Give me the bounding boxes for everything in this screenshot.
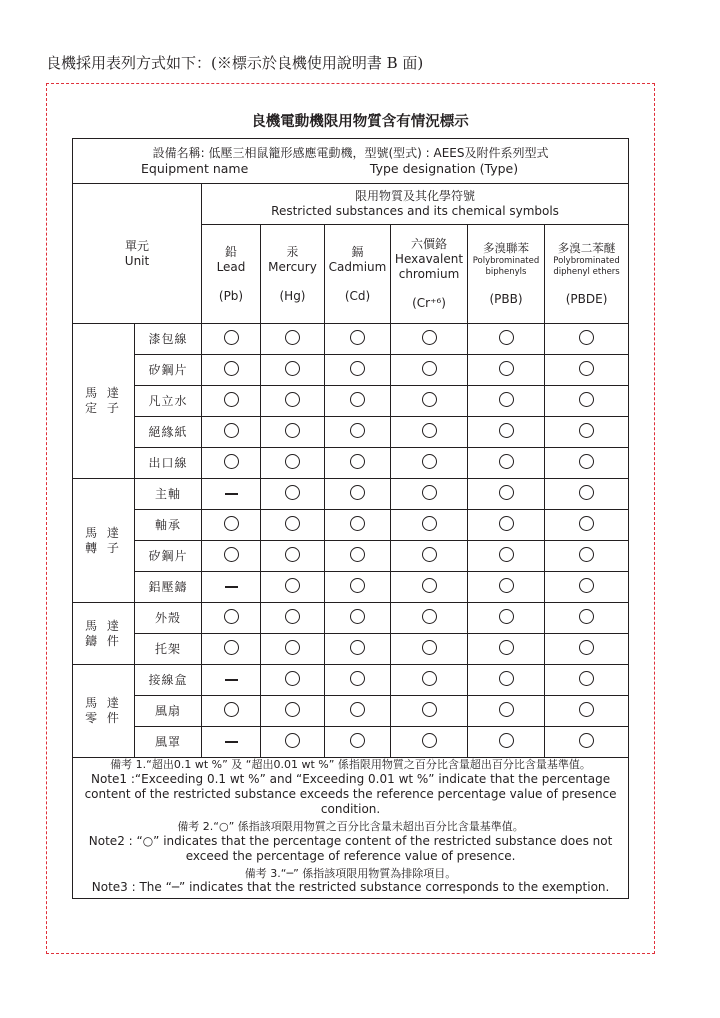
mark-cell — [261, 510, 325, 541]
circle-mark — [285, 392, 300, 407]
circle-mark — [499, 330, 514, 345]
circle-mark — [224, 516, 239, 531]
part-name: 鋁壓鑄 — [135, 572, 202, 603]
circle-mark — [422, 578, 437, 593]
circle-mark — [224, 547, 239, 562]
dash-mark — [225, 493, 238, 495]
circle-mark — [499, 578, 514, 593]
substance-cn: 多溴二苯醚 — [557, 241, 616, 256]
circle-mark — [285, 733, 300, 748]
restricted-header — [202, 184, 629, 225]
substance-symbol: (PBB) — [489, 291, 523, 306]
group-label — [73, 603, 135, 665]
group-label-line: 轉 子 — [85, 540, 122, 555]
circle-mark — [579, 361, 594, 376]
circle-mark — [499, 640, 514, 655]
circle-mark — [224, 640, 239, 655]
mark-cell — [391, 324, 468, 355]
substance-symbol: (Cr⁺⁶) — [412, 296, 446, 310]
mark-cell — [261, 541, 325, 572]
mark-cell — [261, 386, 325, 417]
circle-mark — [350, 671, 365, 686]
circle-mark — [285, 609, 300, 624]
table-row — [73, 727, 629, 758]
mark-cell — [468, 572, 545, 603]
mark-cell — [325, 355, 391, 386]
circle-mark — [422, 330, 437, 345]
substance-header — [545, 225, 629, 324]
part-name: 托架 — [135, 634, 202, 665]
mark-cell — [391, 417, 468, 448]
part-name: 出口線 — [135, 448, 202, 479]
mark-cell — [391, 448, 468, 479]
table-row — [73, 355, 629, 386]
mark-cell — [202, 448, 261, 479]
mark-cell — [261, 572, 325, 603]
table-row — [73, 324, 629, 355]
mark-cell — [325, 510, 391, 541]
circle-mark — [499, 547, 514, 562]
type-designation-en: Type designation (Type) — [369, 160, 519, 176]
circle-mark — [224, 702, 239, 717]
mark-cell — [325, 727, 391, 758]
circle-mark — [422, 361, 437, 376]
circle-mark — [422, 516, 437, 531]
mark-cell — [202, 634, 261, 665]
circle-mark — [350, 733, 365, 748]
note-en: Note3 : The “─” indicates that the restricted substance corresponds to the exemption. — [91, 880, 610, 895]
substance-cn: 鎘 — [351, 244, 364, 259]
mark-cell — [468, 324, 545, 355]
mark-cell — [468, 448, 545, 479]
mark-cell — [261, 324, 325, 355]
circle-mark — [285, 361, 300, 376]
circle-mark — [224, 423, 239, 438]
mark-cell — [325, 603, 391, 634]
mark-cell — [468, 510, 545, 541]
circle-mark — [499, 733, 514, 748]
mark-cell — [391, 541, 468, 572]
group-label-line: 馬 達 — [85, 696, 122, 710]
part-name: 矽鋼片 — [135, 355, 202, 386]
circle-mark — [499, 702, 514, 717]
circle-mark — [422, 423, 437, 438]
mark-cell — [391, 603, 468, 634]
mark-cell — [468, 386, 545, 417]
mark-cell — [261, 448, 325, 479]
table-row — [73, 386, 629, 417]
substance-en: Polybrominated biphenyls — [472, 255, 540, 277]
mark-cell — [325, 541, 391, 572]
substance-cn: 多溴聯苯 — [483, 241, 529, 256]
rohs-table — [72, 138, 629, 899]
group-label-line: 定 子 — [85, 401, 122, 415]
group-label-line: 馬 達 — [85, 618, 122, 633]
circle-mark — [350, 454, 365, 469]
equipment-cell — [73, 139, 629, 184]
table-row — [73, 665, 629, 696]
circle-mark — [224, 392, 239, 407]
part-name: 絕緣紙 — [135, 417, 202, 448]
group-label-line: 鑄 件 — [85, 633, 122, 648]
mark-cell — [202, 541, 261, 572]
substance-header — [261, 225, 325, 324]
dash-mark — [225, 679, 238, 681]
note-en: Note2 : “○” indicates that the percentage content of the restricted substance does not exceed the percentage of reference value of presence. — [88, 833, 613, 863]
circle-mark — [499, 454, 514, 469]
substance-header — [391, 225, 468, 324]
note-cn: 備考 1.“超出0.1 wt %” 及 “超出0.01 wt %” 係指限用物質之百分比含量超出百分比含量基準值。 — [110, 758, 591, 771]
mark-cell — [325, 324, 391, 355]
mark-cell — [545, 324, 629, 355]
mark-cell — [468, 417, 545, 448]
mark-cell — [391, 572, 468, 603]
circle-mark — [285, 547, 300, 562]
substance-en: Cadmium — [328, 259, 387, 274]
circle-mark — [579, 702, 594, 717]
mark-cell — [468, 696, 545, 727]
circle-mark — [422, 547, 437, 562]
group-label — [73, 665, 135, 758]
substance-symbol: (PBDE) — [565, 291, 608, 306]
table-row — [73, 572, 629, 603]
substance-en: Lead — [216, 259, 246, 274]
note-cn: 備考 2.“○” 係指該項限用物質之百分比含量未超出百分比含量基準值。 — [177, 819, 524, 833]
mark-cell — [545, 479, 629, 510]
equipment-name-cn: 設備名稱: 低壓三相鼠籠形感應電動機，型號(型式) : AEES及附件系列型式 — [152, 145, 549, 160]
dash-mark — [225, 586, 238, 588]
circle-mark — [350, 330, 365, 345]
part-name: 軸承 — [135, 510, 202, 541]
group-label-line: 零 件 — [85, 711, 122, 725]
note-cn: 備考 3.“─” 係指該項限用物質為排除項目。 — [244, 866, 457, 880]
circle-mark — [285, 578, 300, 593]
mark-cell — [202, 355, 261, 386]
circle-mark — [422, 733, 437, 748]
substance-cn: 六價鉻 — [410, 237, 447, 251]
mark-cell — [545, 448, 629, 479]
mark-cell — [261, 417, 325, 448]
mark-cell — [391, 510, 468, 541]
circle-mark — [579, 423, 594, 438]
circle-mark — [350, 578, 365, 593]
substance-cn: 鉛 — [224, 244, 237, 259]
unit-en: Unit — [124, 253, 150, 268]
table-title: 良機電動機限用物質含有情況標示 — [251, 114, 469, 130]
mark-cell — [391, 696, 468, 727]
table-row — [73, 479, 629, 510]
mark-cell — [261, 696, 325, 727]
circle-mark — [422, 609, 437, 624]
part-name: 接線盒 — [135, 665, 202, 696]
mark-cell — [468, 727, 545, 758]
mark-cell — [261, 727, 325, 758]
circle-mark — [285, 702, 300, 717]
substance-cn: 汞 — [286, 244, 299, 259]
mark-cell — [468, 479, 545, 510]
note-en: Note1 :“Exceeding 0.1 wt %” and “Exceeding 0.01 wt %” indicate that the percentage content of the restricted substance exceeds the reference percentage value of presence condition. — [84, 771, 617, 816]
circle-mark — [579, 733, 594, 748]
circle-mark — [422, 485, 437, 500]
mark-cell — [545, 355, 629, 386]
substance-en: Hexavalent chromium — [394, 252, 464, 281]
part-name: 風罩 — [135, 727, 202, 758]
group-label — [73, 479, 135, 603]
circle-mark — [285, 423, 300, 438]
table-row — [73, 603, 629, 634]
mark-cell — [261, 355, 325, 386]
mark-cell — [545, 541, 629, 572]
mark-cell — [261, 665, 325, 696]
substance-header — [468, 225, 545, 324]
group-label — [73, 324, 135, 479]
part-name: 凡立水 — [135, 386, 202, 417]
mark-cell — [545, 727, 629, 758]
mark-cell — [468, 355, 545, 386]
intro-text: 良機採用表列方式如下：(※標示於良機使用說明書 B 面) — [46, 54, 424, 72]
notes-cell — [73, 758, 629, 899]
circle-mark — [579, 578, 594, 593]
circle-mark — [350, 423, 365, 438]
equipment-name-en: Equipment name — [141, 160, 249, 176]
mark-cell — [545, 572, 629, 603]
table-row — [73, 696, 629, 727]
mark-cell — [202, 417, 261, 448]
restricted-en: Restricted substances and its chemical symbols — [271, 204, 559, 218]
table-row — [73, 541, 629, 572]
table-row — [73, 510, 629, 541]
part-name: 漆包線 — [135, 324, 202, 355]
mark-cell — [468, 603, 545, 634]
circle-mark — [499, 423, 514, 438]
table-row — [73, 417, 629, 448]
circle-mark — [579, 454, 594, 469]
group-label-line: 馬 達 — [85, 386, 122, 400]
circle-mark — [350, 361, 365, 376]
circle-mark — [579, 516, 594, 531]
mark-cell — [261, 603, 325, 634]
mark-cell — [202, 696, 261, 727]
mark-cell — [391, 479, 468, 510]
circle-mark — [579, 485, 594, 500]
mark-cell — [468, 541, 545, 572]
table-row — [73, 634, 629, 665]
circle-mark — [224, 361, 239, 376]
mark-cell — [202, 665, 261, 696]
mark-cell — [545, 634, 629, 665]
circle-mark — [285, 454, 300, 469]
mark-cell — [391, 634, 468, 665]
circle-mark — [422, 454, 437, 469]
mark-cell — [391, 665, 468, 696]
substance-header — [202, 225, 261, 324]
mark-cell — [202, 727, 261, 758]
circle-mark — [224, 609, 239, 624]
circle-mark — [350, 702, 365, 717]
substance-symbol: (Hg) — [279, 288, 306, 303]
circle-mark — [579, 547, 594, 562]
mark-cell — [468, 634, 545, 665]
table-row — [73, 448, 629, 479]
substance-symbol: (Pb) — [218, 288, 244, 303]
circle-mark — [422, 702, 437, 717]
mark-cell — [325, 386, 391, 417]
mark-cell — [202, 479, 261, 510]
circle-mark — [579, 392, 594, 407]
mark-cell — [545, 386, 629, 417]
circle-mark — [350, 640, 365, 655]
circle-mark — [579, 640, 594, 655]
circle-mark — [224, 454, 239, 469]
mark-cell — [545, 603, 629, 634]
circle-mark — [285, 485, 300, 500]
circle-mark — [499, 392, 514, 407]
substance-en: Mercury — [268, 259, 317, 274]
circle-mark — [499, 609, 514, 624]
circle-mark — [285, 516, 300, 531]
circle-mark — [285, 671, 300, 686]
circle-mark — [499, 516, 514, 531]
circle-mark — [579, 330, 594, 345]
substance-header — [325, 225, 391, 324]
circle-mark — [499, 671, 514, 686]
circle-mark — [422, 671, 437, 686]
circle-mark — [285, 640, 300, 655]
mark-cell — [545, 417, 629, 448]
circle-mark — [579, 671, 594, 686]
mark-cell — [325, 417, 391, 448]
part-name: 外殼 — [135, 603, 202, 634]
mark-cell — [391, 386, 468, 417]
mark-cell — [325, 448, 391, 479]
circle-mark — [224, 330, 239, 345]
part-name: 矽鋼片 — [135, 541, 202, 572]
mark-cell — [325, 634, 391, 665]
mark-cell — [391, 355, 468, 386]
mark-cell — [325, 665, 391, 696]
mark-cell — [545, 696, 629, 727]
mark-cell — [325, 696, 391, 727]
circle-mark — [350, 516, 365, 531]
mark-cell — [325, 479, 391, 510]
mark-cell — [261, 479, 325, 510]
mark-cell — [261, 634, 325, 665]
restricted-cn: 限用物質及其化學符號 — [355, 189, 476, 203]
mark-cell — [545, 665, 629, 696]
mark-cell — [468, 665, 545, 696]
part-name: 主軸 — [135, 479, 202, 510]
circle-mark — [422, 392, 437, 407]
group-label-line: 馬 達 — [85, 525, 122, 540]
substance-symbol: (Cd) — [344, 288, 371, 303]
mark-cell — [545, 510, 629, 541]
circle-mark — [422, 640, 437, 655]
circle-mark — [350, 547, 365, 562]
mark-cell — [202, 386, 261, 417]
circle-mark — [579, 609, 594, 624]
mark-cell — [202, 572, 261, 603]
unit-header — [73, 184, 202, 324]
dash-mark — [225, 741, 238, 743]
circle-mark — [499, 361, 514, 376]
mark-cell — [202, 510, 261, 541]
circle-mark — [350, 485, 365, 500]
circle-mark — [350, 609, 365, 624]
mark-cell — [325, 572, 391, 603]
circle-mark — [285, 330, 300, 345]
unit-cn: 單元 — [124, 238, 149, 253]
circle-mark — [350, 392, 365, 407]
mark-cell — [391, 727, 468, 758]
part-name: 風扇 — [135, 696, 202, 727]
circle-mark — [499, 485, 514, 500]
substance-en: Polybrominated diphenyl ethers — [553, 255, 620, 277]
mark-cell — [202, 324, 261, 355]
mark-cell — [202, 603, 261, 634]
